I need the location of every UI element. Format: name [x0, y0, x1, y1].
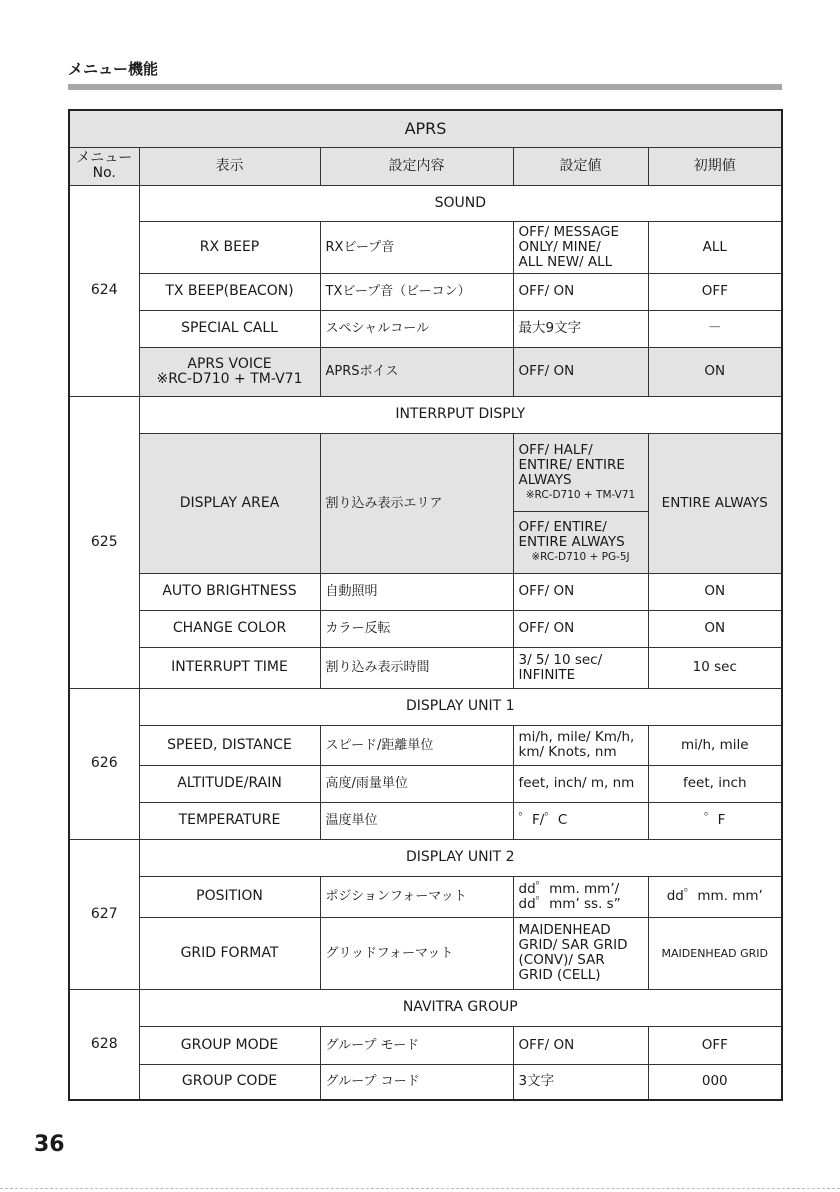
display-cell: DISPLAY AREA: [139, 433, 320, 573]
header-values: 設定値: [513, 147, 648, 185]
content-cell: スピード/距離単位: [320, 725, 513, 765]
default-cell: ゜F: [648, 802, 782, 839]
content-cell: グループ モード: [320, 1026, 513, 1064]
header-menu-no: [69, 147, 139, 185]
menu-number: 627: [69, 839, 139, 989]
table-row: [69, 876, 782, 917]
table-row: [69, 765, 782, 802]
value-line: OFF/ HALF/: [518, 441, 593, 458]
table-row: [69, 647, 782, 688]
default-cell: ON: [648, 573, 782, 610]
value-line: ENTIRE ALWAYS: [518, 534, 625, 550]
table-row: [69, 310, 782, 347]
content-cell: RXビープ音: [320, 221, 513, 273]
table-row: [69, 396, 782, 433]
display-cell: GRID FORMAT: [139, 917, 320, 989]
values-cell-option-a: [513, 433, 648, 511]
content-cell: 高度/雨量単位: [320, 765, 513, 802]
table-row: [69, 802, 782, 839]
default-cell: 10 sec: [648, 647, 782, 688]
display-cell: CHANGE COLOR: [139, 610, 320, 647]
table-row: [69, 273, 782, 310]
content-cell: 割り込み表示エリア: [320, 433, 513, 573]
default-cell: ON: [648, 347, 782, 396]
value-line: (CONV)/ SAR: [518, 952, 605, 968]
display-cell: POSITION: [139, 876, 320, 917]
header-content: 設定内容: [320, 147, 513, 185]
table-title: APRS: [69, 110, 782, 147]
display-cell: GROUP CODE: [139, 1064, 320, 1100]
default-cell: ON: [648, 610, 782, 647]
content-cell: スペシャルコール: [320, 310, 513, 347]
values-cell: OFF/ ON: [513, 347, 648, 396]
content-cell: APRSボイス: [320, 347, 513, 396]
section-header: INTERRPUT DISPLY: [139, 396, 782, 433]
content-cell: グリッドフォーマット: [320, 917, 513, 989]
value-line: ALWAYS: [518, 471, 572, 488]
value-line: GRID (CELL): [518, 967, 601, 983]
content-cell: 割り込み表示時間: [320, 647, 513, 688]
page-edge-divider: [0, 1188, 840, 1190]
display-cell: TEMPERATURE: [139, 802, 320, 839]
header-default: 初期値: [648, 147, 782, 185]
display-cell: INTERRUPT TIME: [139, 647, 320, 688]
display-cell: GROUP MODE: [139, 1026, 320, 1064]
page-number: 36: [34, 1132, 65, 1157]
model-note: ※RC-D710 + TM-V71: [525, 488, 636, 501]
content-cell: ポジションフォーマット: [320, 876, 513, 917]
table-row: [69, 725, 782, 765]
values-cell: [513, 725, 648, 765]
content-cell: TXビープ音（ビーコン）: [320, 273, 513, 310]
header-display: 表示: [139, 147, 320, 185]
table-row: [69, 610, 782, 647]
default-cell: OFF: [648, 1026, 782, 1064]
values-cell-option-b: [513, 511, 648, 573]
section-header: DISPLAY UNIT 2: [139, 839, 782, 876]
section-title: メニュー機能: [68, 60, 159, 78]
value-line: 3/ 5/ 10 sec/: [518, 651, 603, 668]
value-line: ENTIRE/ ENTIRE: [518, 456, 625, 473]
table-row: [69, 221, 782, 273]
values-cell: [513, 917, 648, 989]
content-cell: 自動照明: [320, 573, 513, 610]
table-row: [69, 573, 782, 610]
values-cell: [513, 876, 648, 917]
display-cell: SPECIAL CALL: [139, 310, 320, 347]
value-line: km/ Knots, nm: [518, 744, 617, 760]
content-cell: カラー反転: [320, 610, 513, 647]
value-line: ONLY/ MINE/: [518, 238, 601, 255]
default-cell: OFF: [648, 273, 782, 310]
menu-number: 626: [69, 688, 139, 839]
default-cell: dd゜mm. mm’: [648, 876, 782, 917]
table-row: [69, 433, 782, 511]
default-cell: ENTIRE ALWAYS: [648, 433, 782, 573]
value-line: dd゜mm. mm’/: [518, 880, 620, 897]
value-line: OFF/ ENTIRE/: [518, 519, 607, 535]
model-note: ※RC-D710 + PG-5J: [531, 551, 630, 563]
default-cell: feet, inch: [648, 765, 782, 802]
default-cell: ALL: [648, 221, 782, 273]
title-rule: [68, 84, 782, 90]
values-cell: 最大9文字: [513, 310, 648, 347]
table-row: [69, 347, 782, 396]
values-cell: 3文字: [513, 1064, 648, 1100]
default-cell: －: [648, 310, 782, 347]
value-line: dd゜mm’ ss. s”: [518, 895, 621, 912]
values-cell: feet, inch/ m, nm: [513, 765, 648, 802]
value-line: GRID/ SAR GRID: [518, 937, 628, 953]
default-cell: MAIDENHEAD GRID: [648, 917, 782, 989]
values-cell: OFF/ ON: [513, 273, 648, 310]
display-cell: TX BEEP(BEACON): [139, 273, 320, 310]
table-row: [69, 688, 782, 725]
aprs-menu-table: [68, 109, 783, 1101]
display-cell: RX BEEP: [139, 221, 320, 273]
values-cell: [513, 647, 648, 688]
default-cell: 000: [648, 1064, 782, 1100]
header-menu-no-line2: No.: [92, 165, 116, 181]
content-cell: 温度単位: [320, 802, 513, 839]
content-cell: グループ コード: [320, 1064, 513, 1100]
display-cell: ALTITUDE/RAIN: [139, 765, 320, 802]
display-cell: SPEED, DISTANCE: [139, 725, 320, 765]
value-line: MAIDENHEAD: [518, 922, 611, 938]
value-line: mi/h, mile/ Km/h,: [518, 729, 635, 745]
table-row: [69, 989, 782, 1026]
default-cell: mi/h, mile: [648, 725, 782, 765]
values-cell: OFF/ ON: [513, 610, 648, 647]
display-cell: [139, 347, 320, 396]
header-menu-no-line1: メニュー: [76, 150, 133, 166]
menu-number: 625: [69, 396, 139, 688]
table-row: [69, 1026, 782, 1064]
display-cell: AUTO BRIGHTNESS: [139, 573, 320, 610]
values-cell: OFF/ ON: [513, 573, 648, 610]
values-cell: ゜F/゜C: [513, 802, 648, 839]
values-cell: OFF/ ON: [513, 1026, 648, 1064]
value-line: ALL NEW/ ALL: [518, 253, 613, 270]
menu-number: 624: [69, 185, 139, 396]
section-header: SOUND: [139, 185, 782, 221]
table-row: [69, 185, 782, 221]
section-header: NAVITRA GROUP: [139, 989, 782, 1026]
display-label: APRS VOICE: [187, 355, 272, 372]
table-row: [69, 839, 782, 876]
menu-number: 628: [69, 989, 139, 1100]
value-line: OFF/ MESSAGE: [518, 223, 620, 240]
value-line: INFINITE: [518, 666, 576, 683]
table-row: [69, 1064, 782, 1100]
values-cell: [513, 221, 648, 273]
model-note: ※RC-D710 + TM-V71: [156, 370, 303, 387]
table-row: [69, 917, 782, 989]
section-header: DISPLAY UNIT 1: [139, 688, 782, 725]
